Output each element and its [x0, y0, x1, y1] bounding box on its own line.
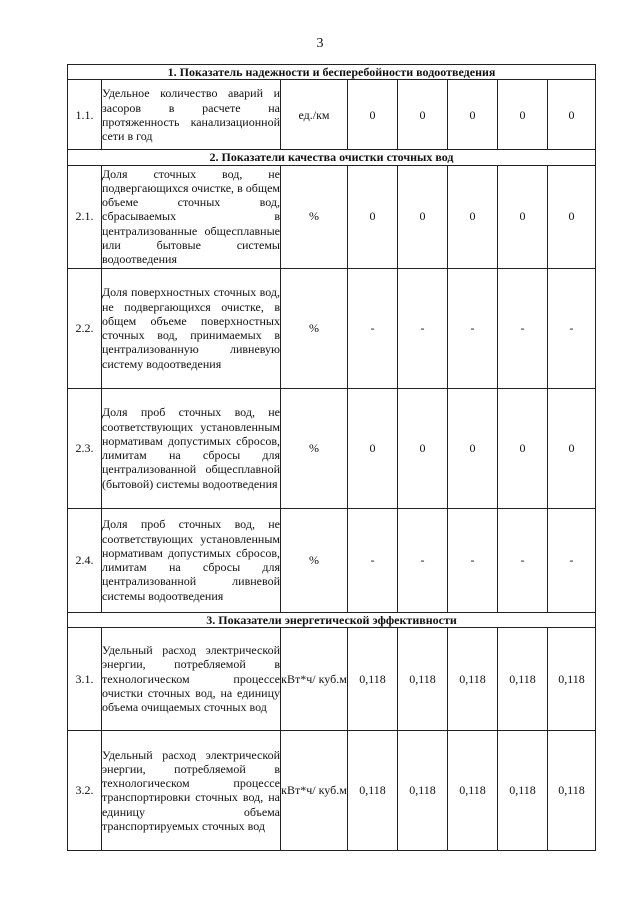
row-value: - — [398, 268, 448, 388]
row-value: 0 — [498, 388, 548, 508]
row-value: 0 — [398, 165, 448, 268]
row-description: Доля проб сточных вод, не соответствующих установленным нормативам допустимых сбросов, лимитам на сбросы для централизованной общесплавной (бытовой) системы водоотведения — [102, 388, 281, 508]
row-value: - — [498, 268, 548, 388]
row-description: Удельное количество аварий и засоров в расчете на протяженность канализационной сети в год — [102, 80, 281, 150]
row-value: 0 — [398, 388, 448, 508]
row-value: 0 — [448, 165, 498, 268]
row-value: - — [498, 508, 548, 612]
row-number: 1.1. — [68, 80, 102, 150]
row-description: Удельный расход электрической энергии, потребляемой в технологическом процессе транспортировки сточных вод, на единицу объема транспортируемых сточных вод — [102, 730, 281, 850]
section-title: 3. Показатели энергетической эффективности — [68, 612, 596, 627]
table-row — [68, 268, 596, 388]
row-value: - — [448, 508, 498, 612]
row-value: 0 — [548, 165, 596, 268]
row-value: 0,118 — [548, 627, 596, 730]
page-number: 3 — [316, 36, 324, 51]
row-number: 2.3. — [68, 388, 102, 508]
row-value: 0 — [548, 388, 596, 508]
section-header-row — [68, 150, 596, 165]
row-value: 0,118 — [448, 730, 498, 850]
row-number: 2.4. — [68, 508, 102, 612]
row-unit: % — [281, 388, 348, 508]
row-value: 0 — [448, 80, 498, 150]
row-description: Доля проб сточных вод, не соответствующих установленным нормативам допустимых сбросов, лимитам на сбросы для централизованной ливневой системы водоотведения — [102, 508, 281, 612]
row-description: Удельный расход электрической энергии, потребляемой в технологическом процессе очистки сточных вод, на единицу объема очищаемых сточных вод — [102, 627, 281, 730]
row-value: 0,118 — [498, 627, 548, 730]
row-value: 0,118 — [548, 730, 596, 850]
row-value: 0,118 — [398, 627, 448, 730]
row-value: 0,118 — [348, 730, 398, 850]
row-description: Доля поверхностных сточных вод, не подвергающихся очистке, в общем объеме поверхностных сточных вод, принимаемых в централизованную ливневую систему водоотведения — [102, 268, 281, 388]
row-value: 0 — [548, 80, 596, 150]
row-value: 0,118 — [498, 730, 548, 850]
row-value: - — [548, 268, 596, 388]
section-title: 2. Показатели качества очистки сточных вод — [68, 150, 596, 165]
row-unit: кВт*ч/ куб.м — [281, 730, 348, 850]
row-value: 0,118 — [448, 627, 498, 730]
row-value: - — [448, 268, 498, 388]
table-row — [68, 730, 596, 850]
row-value: 0 — [348, 165, 398, 268]
table-row — [68, 508, 596, 612]
row-value: 0,118 — [348, 627, 398, 730]
row-value: 0 — [348, 80, 398, 150]
row-unit: % — [281, 165, 348, 268]
row-value: 0 — [348, 388, 398, 508]
row-description: Доля сточных вод, не подвергающихся очистке, в общем объеме сточных вод, сбрасываемых в централизованные общесплавные или бытовые системы водоотведения — [102, 166, 280, 267]
table-row — [68, 165, 596, 268]
row-value: - — [548, 508, 596, 612]
row-unit: % — [281, 268, 348, 388]
row-value: - — [348, 508, 398, 612]
indicators-table — [67, 64, 596, 851]
table-row — [68, 627, 596, 730]
row-value: 0 — [498, 80, 548, 150]
section-header-row — [68, 612, 596, 627]
row-value: 0 — [398, 80, 448, 150]
row-number: 2.2. — [68, 268, 102, 388]
row-value: - — [348, 268, 398, 388]
row-number: 3.2. — [68, 730, 102, 850]
row-unit: кВт*ч/ куб.м — [281, 627, 348, 730]
row-unit: % — [281, 508, 348, 612]
row-value: - — [398, 508, 448, 612]
table-row — [68, 388, 596, 508]
row-value: 0 — [498, 165, 548, 268]
section-title: 1. Показатель надежности и бесперебойности водоотведения — [68, 65, 596, 80]
row-number: 3.1. — [68, 627, 102, 730]
row-number: 2.1. — [68, 165, 102, 268]
row-value: 0 — [448, 388, 498, 508]
table-row — [68, 80, 596, 150]
section-header-row — [68, 65, 596, 80]
row-unit: ед./км — [281, 80, 348, 150]
row-value: 0,118 — [398, 730, 448, 850]
